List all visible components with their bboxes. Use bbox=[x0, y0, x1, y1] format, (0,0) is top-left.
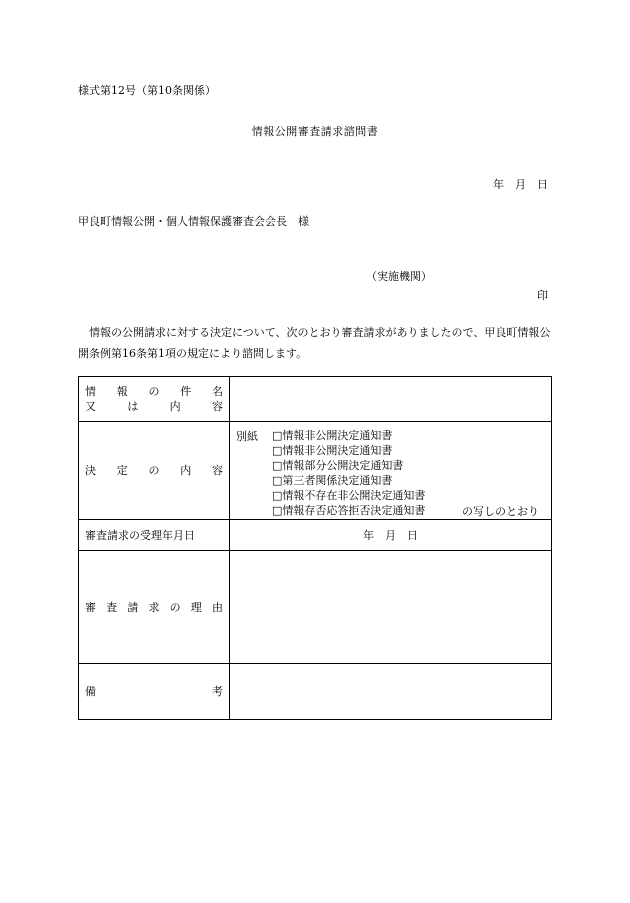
implementing-agency: （実施機関） bbox=[366, 270, 432, 283]
label-char: 備 bbox=[85, 685, 96, 698]
label-char: 考 bbox=[212, 685, 223, 698]
label-line bbox=[85, 384, 223, 399]
label-char: 決 bbox=[85, 464, 96, 477]
label-line bbox=[85, 600, 223, 615]
label-char: 査 bbox=[106, 600, 118, 614]
label-char: 由 bbox=[211, 600, 223, 614]
addressee: 甲良町情報公開・個人情報保護審査会会長 様 bbox=[78, 215, 309, 228]
info-subject-label bbox=[79, 377, 230, 422]
label-char: 報 bbox=[116, 385, 128, 398]
request-reason-label bbox=[79, 551, 230, 664]
decision-option[interactable]: □第三者関係決定通知書 bbox=[272, 474, 393, 487]
label-line bbox=[85, 684, 223, 699]
label-char: 内 bbox=[169, 400, 181, 413]
decision-option[interactable]: □情報部分公開決定通知書 bbox=[272, 459, 404, 472]
label-char: 容 bbox=[212, 464, 223, 477]
label-char: 容 bbox=[211, 400, 223, 413]
label-char: 定 bbox=[116, 464, 128, 477]
decision-option[interactable]: □情報非公開決定通知書 bbox=[272, 444, 393, 457]
decision-option[interactable]: □情報非公開決定通知書 bbox=[272, 429, 393, 442]
remarks-field[interactable] bbox=[230, 664, 552, 720]
label-char: 件 bbox=[180, 385, 192, 398]
label-char: の bbox=[148, 464, 160, 477]
table-row bbox=[79, 377, 552, 422]
decision-option[interactable]: □情報不存在非公開決定通知書 bbox=[272, 489, 426, 502]
label-char: 名 bbox=[212, 385, 223, 398]
receipt-date-label: 審査請求の受理年月日 bbox=[79, 520, 230, 551]
label-char: は bbox=[127, 400, 139, 413]
table-row bbox=[79, 422, 552, 520]
consultation-table bbox=[78, 376, 552, 720]
form-number: 様式第12号（第10条関係） bbox=[78, 84, 216, 97]
table-row bbox=[79, 551, 552, 664]
body-text: 情報の公開請求に対する決定について、次のとおり審査請求がありましたので、甲良町情報公開条例第16条第1項の規定により諮問します。 bbox=[78, 326, 551, 360]
label-char: 情 bbox=[85, 385, 96, 398]
remarks-label bbox=[79, 664, 230, 720]
document-title: 情報公開審査請求諮問書 bbox=[251, 125, 379, 138]
decision-content-label bbox=[79, 422, 230, 520]
seal-mark: 印 bbox=[537, 289, 548, 302]
attachment-prefix: 別紙 bbox=[236, 430, 258, 443]
decision-options bbox=[272, 428, 425, 518]
table-row bbox=[79, 520, 552, 551]
label-char: 求 bbox=[148, 600, 160, 614]
receipt-date-field[interactable]: 年 月 日 bbox=[230, 520, 552, 551]
decision-content-field bbox=[230, 422, 552, 520]
info-subject-field[interactable] bbox=[230, 377, 552, 422]
label-char: 又 bbox=[85, 400, 96, 413]
label-line bbox=[85, 399, 223, 414]
label-char: 審 bbox=[85, 600, 96, 614]
label-char: 理 bbox=[190, 600, 202, 614]
label-char: の bbox=[148, 385, 160, 398]
date-line: 年 月 日 bbox=[493, 178, 548, 191]
copy-note: の写しのとおり bbox=[462, 505, 539, 518]
label-char: 請 bbox=[127, 600, 139, 614]
table-row bbox=[79, 664, 552, 720]
request-reason-field[interactable] bbox=[230, 551, 552, 664]
decision-option[interactable]: □情報存否応答拒否決定通知書 bbox=[272, 504, 426, 517]
label-line bbox=[85, 463, 223, 478]
label-char: の bbox=[169, 600, 181, 614]
label-char: 内 bbox=[180, 464, 192, 477]
